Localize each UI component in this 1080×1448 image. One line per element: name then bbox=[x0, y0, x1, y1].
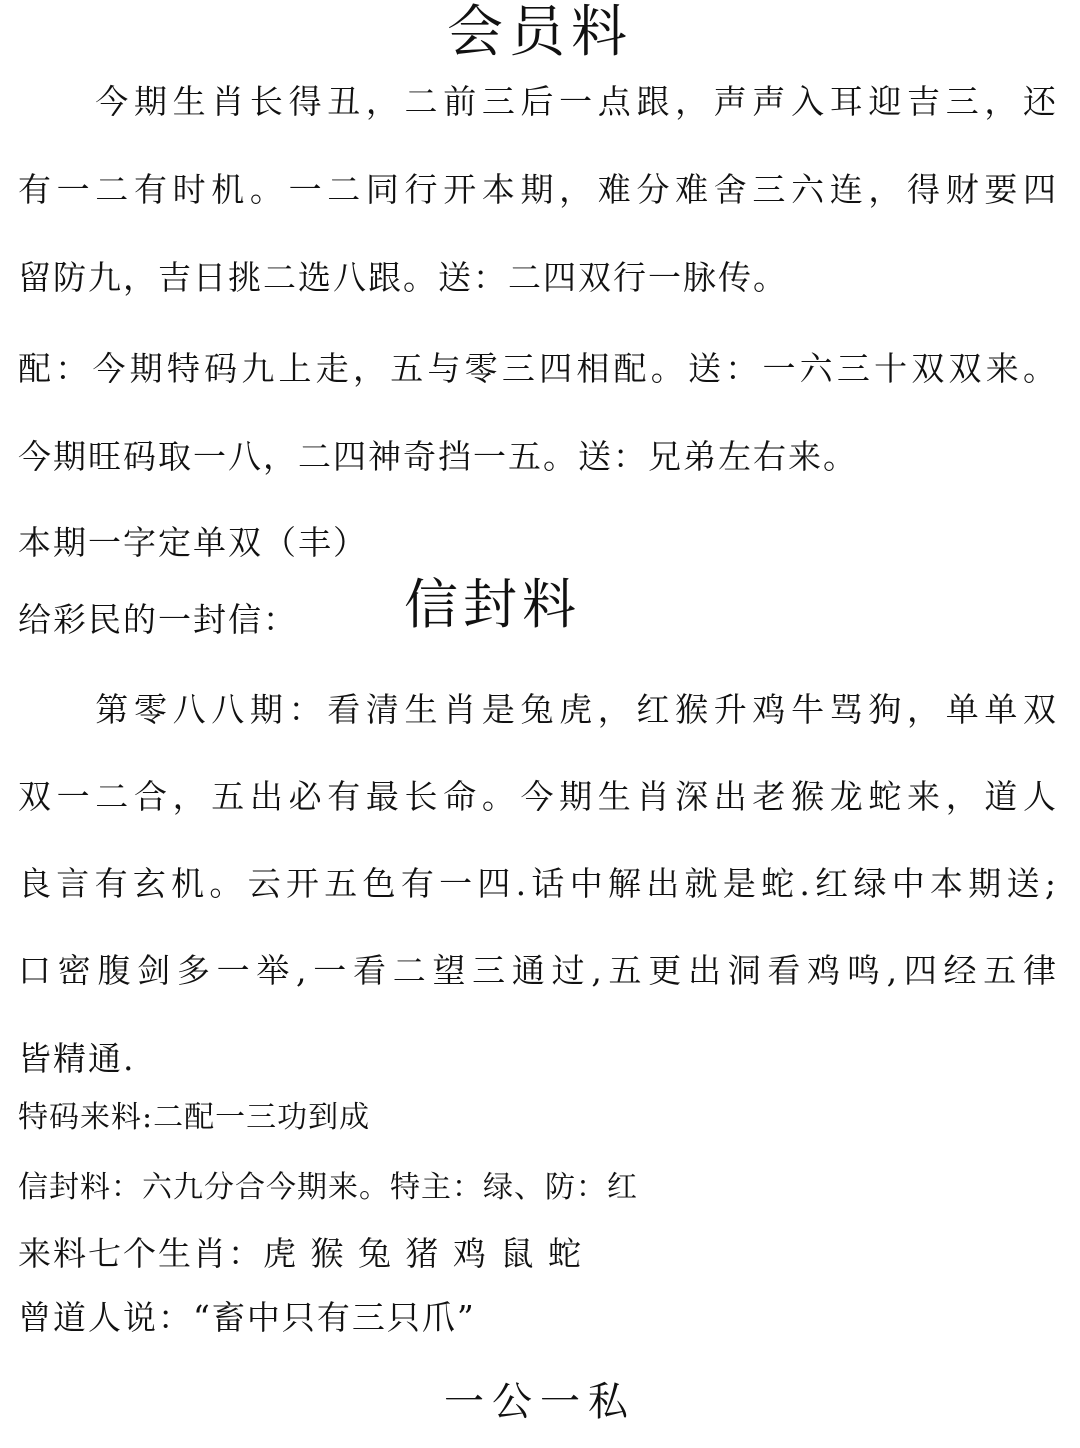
letter-label: 给彩民的一封信： bbox=[18, 600, 298, 639]
para1-line3: 留防九，吉日挑二选八跟。送：二四双行一脉传。 bbox=[18, 258, 788, 297]
letter-line1: 第零八八期：看清生肖是兔虎，红猴升鸡牛骂狗，单单双 bbox=[18, 690, 1058, 729]
xinfeng-line: 信封料：六九分合今期来。特主：绿、防：红 bbox=[18, 1170, 638, 1205]
letter-line2: 双一二合，五出必有最长命。今期生肖深出老猴龙蛇来，道人 bbox=[18, 777, 1058, 816]
tema-line: 特码来料:二配一三功到成 bbox=[18, 1100, 371, 1135]
para1-line1: 今期生肖长得丑，二前三后一点跟，声声入耳迎吉三，还 bbox=[18, 82, 1058, 121]
title-xinfengliao: 信封料 bbox=[404, 573, 581, 636]
footer-title: 一公一私 bbox=[444, 1379, 636, 1425]
letter-line3: 良言有玄机。云开五色有一四.话中解出就是蛇.红绿中本期送; bbox=[18, 864, 1058, 903]
pei-line: 配：今期特码九上走，五与零三四相配。送：一六三十双双来。 bbox=[18, 349, 1058, 388]
danshuang-line: 本期一字定单双（丰） bbox=[18, 523, 368, 562]
para1-line2: 有一二有时机。一二同行开本期，难分难舍三六连，得财要四 bbox=[18, 170, 1058, 209]
title-huiyuanliao: 会员料 bbox=[447, 0, 633, 65]
wang-line: 今期旺码取一八，二四神奇挡一五。送：兄弟左右来。 bbox=[18, 437, 858, 476]
shengxiao-line: 来料七个生肖：虎 猴 兔 猪 鸡 鼠 蛇 bbox=[18, 1234, 583, 1273]
letter-line4: 口密腹剑多一举,一看二望三通过,五更出洞看鸡鸣,四经五律 bbox=[18, 951, 1058, 990]
daoren-line: 曾道人说：“畜中只有三只爪” bbox=[18, 1298, 476, 1337]
letter-line5: 皆精通. bbox=[18, 1039, 136, 1078]
